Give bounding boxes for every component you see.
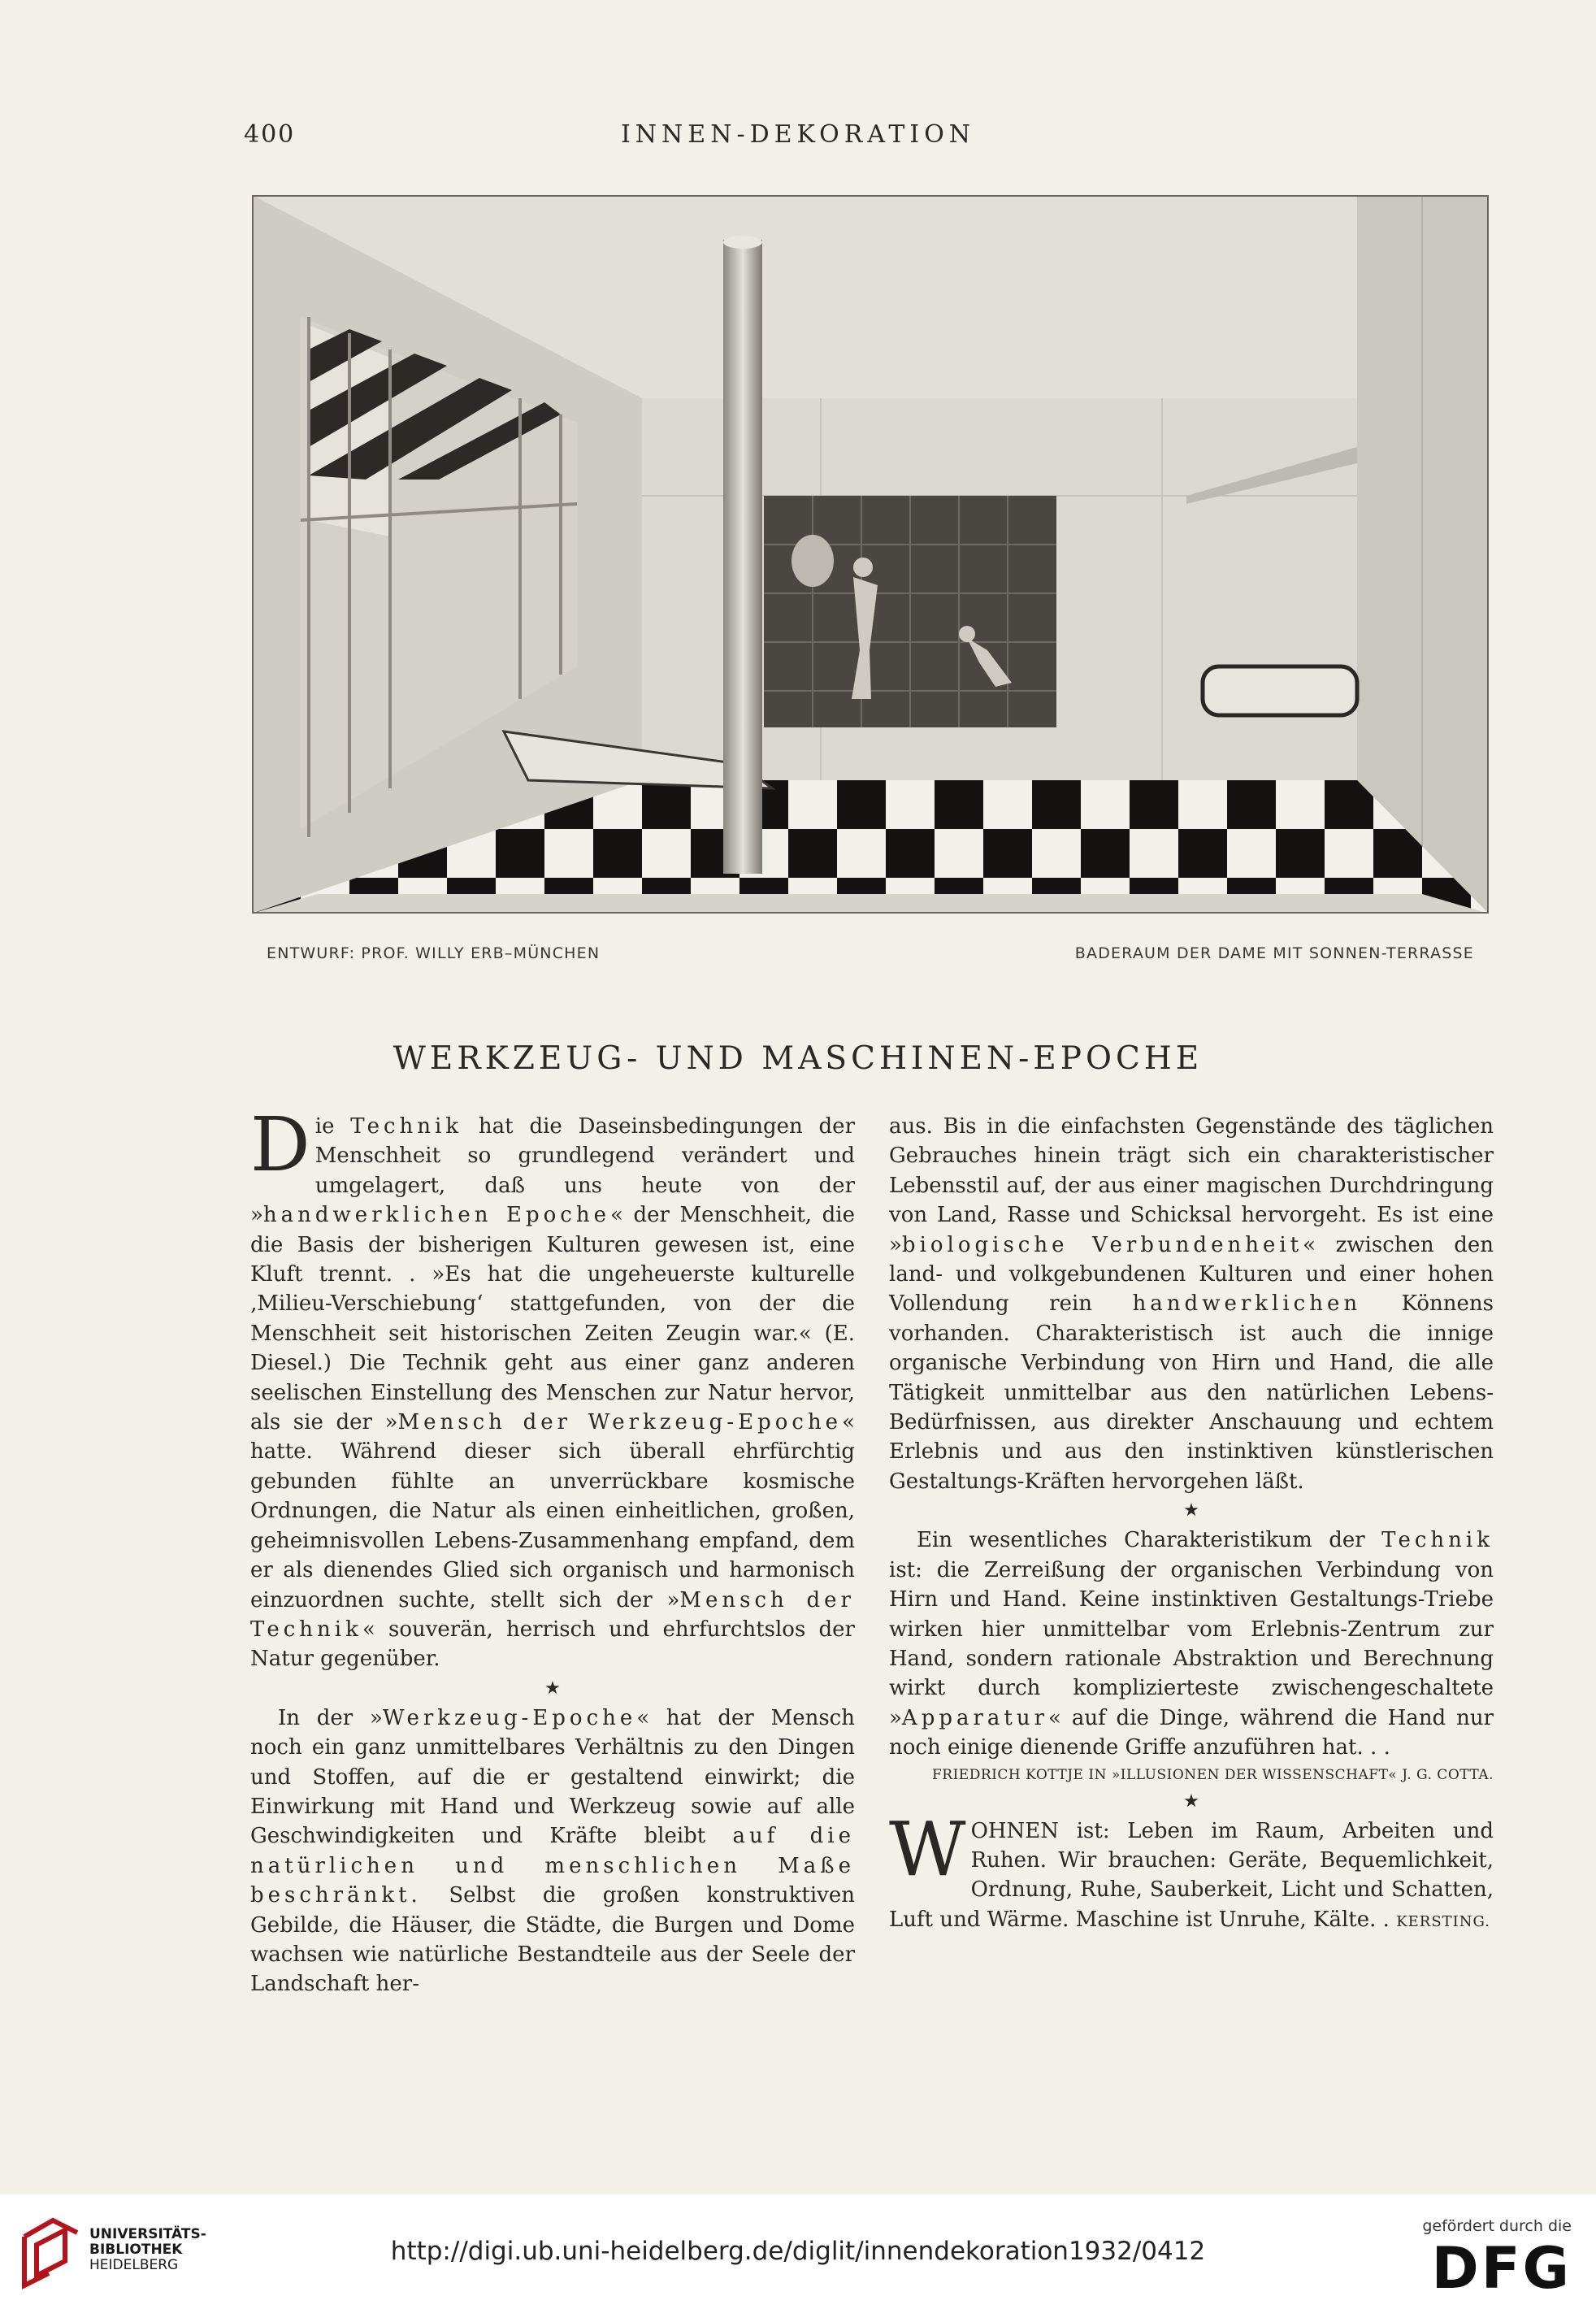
spaced-emphasis: auf die natürlichen und menschlichen Maße beschränkt.: [250, 1824, 855, 1908]
spaced-emphasis: Mensch der Technik: [250, 1587, 855, 1642]
paragraph: Ein wesentliches Charakteristikum der Technik ist: die Zerreißung der organischen Verbindung von Hirn und Hand. Keine instinktiven Gestaltungs-Triebe wirken hier unmittelbar vom Erlebnis-Zentrum zur Hand, sondern rationale Abstraktion und Berechnung wirkt durch komplizierteste zwischengeschaltete »Apparatur« auf die Dinge, während die Hand nur noch einige dienende Griffe anzuführen hat. . .: [889, 1528, 1494, 1760]
spaced-emphasis: Werkzeug-Epoche: [382, 1705, 637, 1730]
paragraph: WOHNEN ist: Leben im Raum, Arbeiten und Ruhen. Wir brauchen: Geräte, Bequemlichkeit, Ordnung, Ruhe, Sauberkeit, Licht und Schatten, Luft und Wärme. Maschine ist Unruhe, Kälte. . KERSTING.: [889, 1805, 1494, 1932]
interior-illustration: [252, 195, 1489, 914]
figure-caption-title: BADERAUM DER DAME MIT SONNEN-TERRASSE: [1074, 944, 1474, 962]
article-title: WERKZEUG- UND MASCHINEN-EPOCHE: [392, 1040, 1204, 1077]
paragraph: In der »Werkzeug-Epoche« hat der Mensch noch ein ganz unmittelbares Verhältnis zu den Dingen und Stoffen, auf die er gestaltend einwirkt; die Einwirkung mit Hand und Werkzeug sowie auf alle Geschwindigkeiten und Kräfte bleibt auf die natürlichen und menschlichen Maße beschränkt. Selbst die großen konstruktiven Gebilde, die Häuser, die Städte, die Burgen und Dome wachsen wie natürliche Bestandteile aus der Seele der Landschaft her-: [250, 1705, 855, 1997]
spaced-emphasis: handwerklichen Epoche: [262, 1203, 610, 1228]
paragraph: aus. Bis in die einfachsten Gegenstände des täglichen Gebrauches hinein trägt sich ein charakteristischer Lebensstil auf, der aus einer magischen Durchdringung von Land, Rasse und Schicksal hervorgeht. Es ist eine »biologische Verbundenheit« zwischen den land- und volkgebundenen Kulturen und einer hohen Vollendung rein handwerklichen Könnens vorhanden. Charakteristisch ist auch die innige organische Verbindung von Hirn und Hand, die alle Tätigkeit unmittelbar aus den natürlichen Lebens-Bedürfnissen, aus direkter Anschauung und echtem Erlebnis und aus den instinktiven künstlerischen Gestaltungs-Kräften hervorgehen läßt.: [889, 1114, 1494, 1494]
spaced-emphasis: Technik: [350, 1114, 463, 1139]
paragraph: Die Technik hat die Daseinsbedingungen der Menschheit so grundlegend verändert und umgelagert, daß uns heute von der »handwerklichen Epoche« der Menschheit, die die Basis der bisherigen Kulturen gewesen ist, eine Kluft trennt. . »Es hat die ungeheuerste kulturelle ‚Milieu-Verschiebung‘ stattgefunden, von der die Menschheit seit historischen Zeiten Zeugin war.« (E. Diesel.) Die Technik geht aus einer ganz anderen seelischen Einstellung des Menschen zur Natur hervor, als sie der »Mensch der Werkzeug-Epoche« hatte. Während dieser sich überall ehrfürchtig gebunden fühlte an unverrückbare kosmische Ordnungen, die Natur als einen einheitlichen, großen, geheimnisvollen Lebens-Zusammenhang empfand, dem er als dienendes Glied sich organisch und harmonisch einzuordnen suchte, stellt sich der »Mensch der Technik« souverän, herrisch und ehrfurchtslos der Natur gegenüber.: [250, 1101, 855, 1672]
citation: FRIEDRICH KOTTJE IN »ILLUSIONEN DER WISSENSCHAFT« J. G. COTTA.: [931, 1766, 1494, 1783]
author-signature: KERSTING.: [1396, 1912, 1490, 1930]
spaced-emphasis: biologische Verbundenheit: [901, 1232, 1303, 1257]
page-number: 400: [244, 120, 296, 149]
section-star: ★: [1183, 1790, 1199, 1812]
figure-caption-designer: ENTWURF: PROF. WILLY ERB–MÜNCHEN: [267, 944, 601, 962]
bathroom-drawing: [252, 195, 1489, 914]
spaced-emphasis: Technik: [1381, 1528, 1494, 1553]
dfg-logo: DFG: [1431, 2235, 1572, 2302]
page-header: [0, 120, 1596, 153]
section-star: ★: [544, 1677, 561, 1699]
drop-cap: D: [250, 1101, 310, 1188]
text-column-left: [250, 1101, 855, 1999]
library-name: UNIVERSITÄTS- BIBLIOTHEK HEIDELBERG: [89, 2226, 206, 2273]
drop-cap: W: [889, 1805, 966, 1893]
running-head: INNEN-DEKORATION: [620, 120, 976, 149]
spaced-emphasis: Apparatur: [901, 1705, 1049, 1730]
section-star: ★: [1183, 1500, 1199, 1521]
digitization-footer: [0, 2194, 1596, 2309]
text-column-right: [889, 1112, 1494, 1937]
permalink-url[interactable]: http://digi.ub.uni-heidelberg.de/diglit/innendekoration1932/0412: [390, 2237, 1206, 2266]
spaced-emphasis: handwerklichen: [1132, 1291, 1362, 1317]
funding-note: gefördert durch die: [1422, 2217, 1572, 2235]
spaced-emphasis: Mensch der Werkzeug-Epoche: [397, 1410, 843, 1435]
